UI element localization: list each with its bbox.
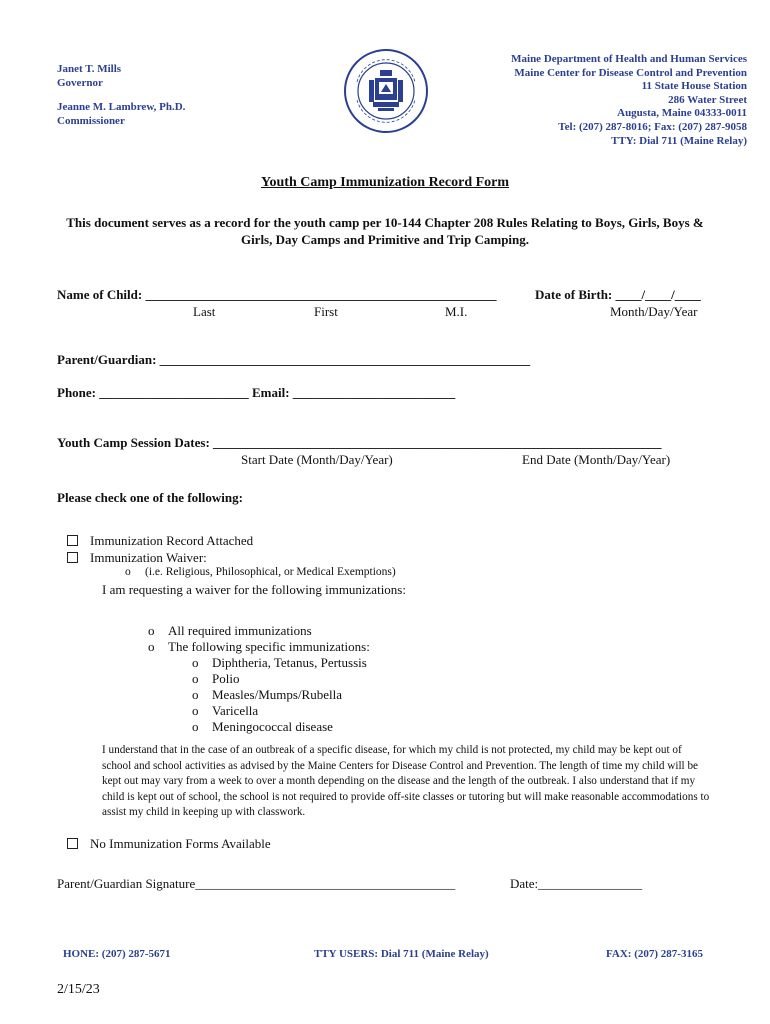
form-title: Youth Camp Immunization Record Form [260, 175, 510, 190]
checkbox-icon[interactable] [67, 838, 78, 849]
checkbox-icon[interactable] [67, 535, 78, 546]
option-record-attached[interactable] [67, 533, 253, 549]
option-no-forms[interactable] [67, 836, 271, 852]
sublabel-first: First [314, 304, 338, 319]
sublabel-last: Last [193, 304, 216, 319]
header-address [511, 53, 747, 148]
address-line: 286 Water Street [668, 93, 747, 106]
bullet-o: o [192, 655, 199, 670]
footer-fax: FAX: (207) 287-3165 [606, 948, 703, 960]
date-field[interactable]: Date:________________ [510, 876, 643, 891]
address-line: Maine Center for Disease Control and Prevention [514, 66, 747, 79]
governor-title: Governor [57, 77, 103, 89]
dhhs-seal-logo [343, 48, 429, 134]
specific-item[interactable]: o Meningococcal disease [192, 719, 333, 734]
outbreak-statement: I understand that in the case of an outbreak of a specific disease, for which my child is not protected, my child may be kept out of school and school activities as advised by the Maine Centers for Disease Control and Prevention. The length of time my child will be kept out may vary from a week to over a month depending on the disease and the length of the outbreak. I also understand that if my child is kept out of school, the school is not required to provide off-site classes or tutoring but will make reasonable accommodations to assist my child in keeping up with classwork. [102, 744, 710, 818]
parent-guardian-field[interactable]: Parent/Guardian: _________________________________________________________ [57, 352, 531, 367]
bullet-o: o [192, 703, 199, 718]
session-dates-field[interactable]: Youth Camp Session Dates: _____________________________________________________________________ [57, 435, 662, 450]
header-officials [57, 62, 185, 128]
phone-email-field[interactable]: Phone: _______________________ Email: _________________________ [57, 385, 456, 400]
sublabel-start-date: Start Date (Month/Day/Year) [241, 452, 393, 467]
footer-tty: TTY USERS: Dial 711 (Maine Relay) [314, 948, 489, 960]
specific-item[interactable]: o Varicella [192, 703, 259, 718]
option-label: Immunization Waiver: [90, 550, 207, 565]
bullet-o: o [192, 671, 199, 686]
address-line: Maine Department of Health and Human Services [511, 53, 747, 65]
bullet-o: o [148, 623, 155, 638]
address-line: Tel: (207) 287-8016; Fax: (207) 287-9058 [558, 120, 747, 133]
sublabel-dob: Month/Day/Year [610, 304, 698, 319]
sublabel-mi: M.I. [445, 304, 468, 319]
dob-field[interactable]: Date of Birth: ____/____/____ [535, 287, 701, 302]
address-line: Augusta, Maine 04333-0011 [617, 107, 747, 120]
option-all-required[interactable]: o All required immunizations [148, 623, 312, 638]
waiver-note: o (i.e. Religious, Philosophical, or Medical Exemptions) [125, 566, 396, 578]
address-line: 11 State House Station [641, 80, 747, 93]
specific-item[interactable]: o Polio [192, 671, 240, 686]
bullet-o: o [148, 639, 155, 654]
sublabel-end-date: End Date (Month/Day/Year) [522, 452, 671, 467]
bullet-o: o [192, 687, 199, 702]
address-line: TTY: Dial 711 (Maine Relay) [611, 134, 747, 147]
commissioner-title: Commissioner [57, 115, 125, 127]
check-prompt: Please check one of the following: [57, 490, 243, 505]
intro-text: This document serves as a record for the youth camp per 10-144 Chapter 208 Rules Relating to Boys, Girls, Boys & Girls, Day Camps and Primitive and Trip Camping. [66, 215, 704, 247]
option-specific[interactable]: o The following specific immunizations: [148, 639, 370, 654]
option-label: Immunization Record Attached [90, 533, 254, 548]
bullet-o: o [192, 719, 199, 734]
child-name-field[interactable]: Name of Child: ______________________________________________________ [57, 287, 497, 302]
option-waiver[interactable] [67, 550, 207, 566]
revision-date: 2/15/23 [57, 982, 100, 997]
footer-phone: HONE: (207) 287-5671 [63, 948, 171, 960]
checkbox-icon[interactable] [67, 552, 78, 563]
waiver-request: I am requesting a waiver for the following immunizations: [102, 582, 406, 597]
bullet-o: o [125, 566, 131, 578]
commissioner-name: Jeanne M. Lambrew, Ph.D. [57, 101, 186, 113]
governor-name: Janet T. Mills [57, 63, 122, 75]
signature-field[interactable]: Parent/Guardian Signature________________________________________ [57, 876, 456, 891]
option-label: No Immunization Forms Available [90, 836, 271, 851]
specific-item[interactable]: o Measles/Mumps/Rubella [192, 687, 342, 702]
specific-item[interactable]: o Diphtheria, Tetanus, Pertussis [192, 655, 367, 670]
